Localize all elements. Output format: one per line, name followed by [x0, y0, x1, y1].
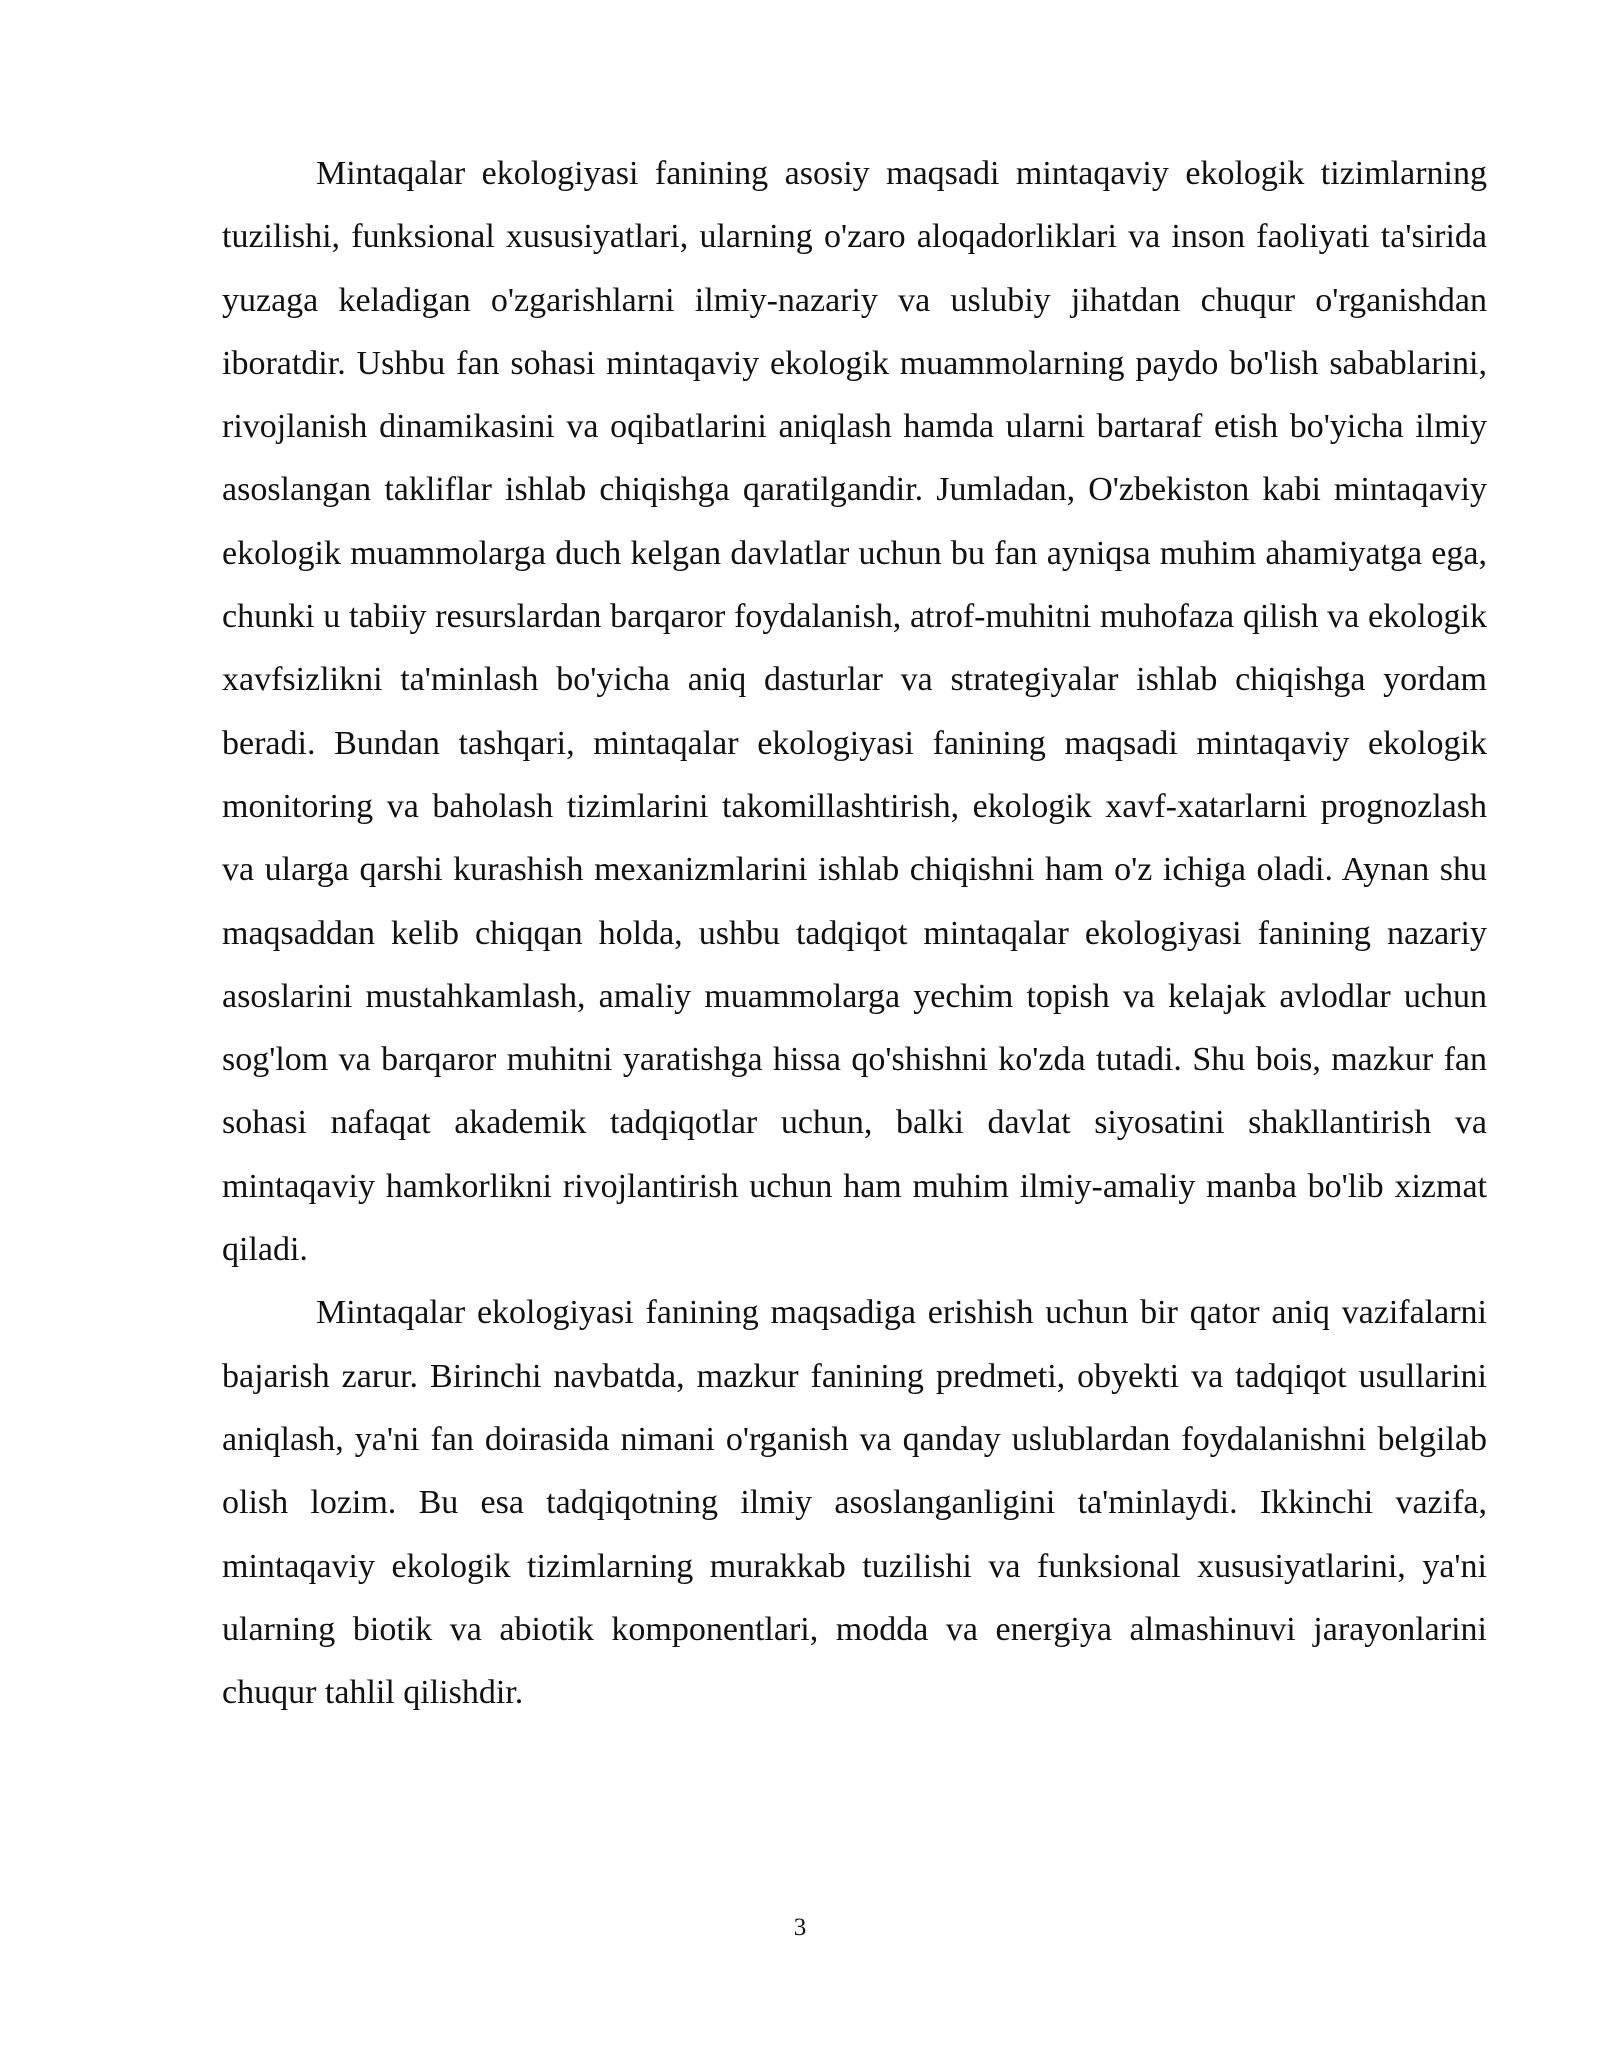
page-number: 3: [793, 1914, 807, 1941]
paragraph-2: Mintaqalar ekologiyasi fanining maqsadiga erishish uchun bir qator aniq vazifalarni bajarish zarur. Birinchi navbatda, mazkur fanining predmeti, obyekti va tadqiqot usullarini aniqlash, ya'ni fan doirasida nimani o'rganish va qanday uslublardan foydalanishni belgilab olish lozim. Bu esa tadqiqotning ilmiy asoslanganligini ta'minlaydi. Ikkinchi vazifa, mintaqaviy ekologik tizimlarning murakkab tuzilishi va funksional xususiyatlarini, ya'ni ularning biotik va abiotik komponentlari, modda va energiya almashinuvi jarayonlarini chuqur tahlil qilishdir.: [222, 1294, 1487, 1712]
paragraph-1: Mintaqalar ekologiyasi fanining asosiy maqsadi mintaqaviy ekologik tizimlarning tuzilishi, funksional xususiyatlari, ularning o'zaro aloqadorliklari va inson faoliyati ta'sirida yuzaga keladigan o'zgarishlarni ilmiy-nazariy va uslubiy jihatdan chuqur o'rganishdan iboratdir. Ushbu fan sohasi mintaqaviy ekologik muammolarning paydo bo'lish sabablarini, rivojlanish dinamikasini va oqibatlarini aniqlash hamda ularni bartaraf etish bo'yicha ilmiy asoslangan takliflar ishlab chiqishga qaratilgandir. Jumladan, O'zbekiston kabi mintaqaviy ekologik muammolarga duch kelgan davlatlar uchun bu fan ayniqsa muhim ahamiyatga ega, chunki u tabiiy resurslardan barqaror foydalanish, atrof-muhitni muhofaza qilish va ekologik xavfsizlikni ta'minlash bo'yicha aniq dasturlar va strategiyalar ishlab chiqishga yordam beradi. Bundan tashqari, mintaqalar ekologiyasi fanining maqsadi mintaqaviy ekologik monitoring va baholash tizimlarini takomillashtirish, ekologik xavf-xatarlarni prognozlash va ularga qarshi kurashish mexanizmlarini ishlab chiqishni ham o'z ichiga oladi. Aynan shu maqsaddan kelib chiqqan holda, ushbu tadqiqot mintaqalar ekologiyasi fanining nazariy asoslarini mustahkamlash, amaliy muammolarga yechim topish va kelajak avlodlar uchun sog'lom va barqaror muhitni yaratishga hissa qo'shishni ko'zda tutadi. Shu bois, mazkur fan sohasi nafaqat akademik tadqiqotlar uchun, balki davlat siyosatini shakllantirish va mintaqaviy hamkorlikni rivojlantirish uchun ham muhim ilmiy-amaliy manba bo'lib xizmat qiladi.: [222, 155, 1487, 1269]
body-text: [222, 142, 1487, 1724]
